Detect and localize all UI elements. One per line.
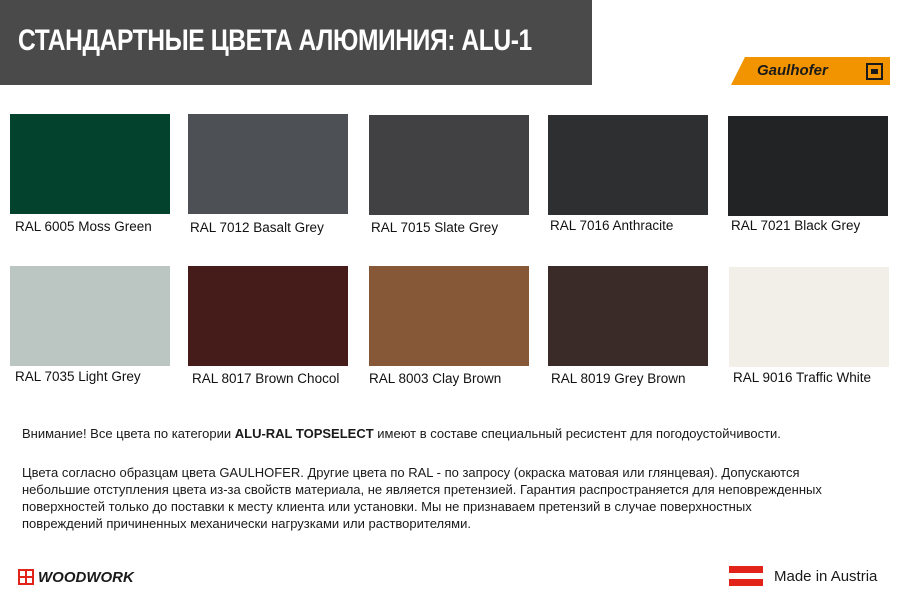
notice-text: [22, 425, 781, 442]
color-swatch-ral-7021: [728, 116, 888, 216]
brand-name: Gaulhofer: [757, 62, 828, 79]
notice-suffix: имеют в составе специальный ресистент для погодоустойчивости.: [373, 426, 781, 441]
header-banner: [0, 0, 592, 85]
disclaimer-text: [22, 464, 822, 532]
swatch-label-ral-7015: RAL 7015 Slate Grey: [371, 220, 499, 235]
made-in-label: Made in Austria: [774, 568, 878, 585]
company-name: WOODWORK: [38, 568, 134, 586]
notice-prefix: Внимание! Все цвета по категории: [22, 426, 235, 441]
color-swatch-ral-6005: [10, 114, 170, 214]
color-swatch-ral-7016: [548, 115, 708, 215]
swatch-label-ral-7021: RAL 7021 Black Grey: [731, 218, 861, 233]
swatch-label-ral-7012: RAL 7012 Basalt Grey: [190, 220, 324, 235]
swatch-label-ral-8003: RAL 8003 Clay Brown: [369, 371, 502, 386]
woodwork-logo: [18, 568, 134, 586]
color-swatch-ral-8017: [188, 266, 348, 366]
color-swatch-ral-7012: [188, 114, 348, 214]
flag-stripe: [729, 579, 763, 586]
color-swatch-ral-9016: [729, 267, 889, 367]
swatch-label-ral-9016: RAL 9016 Traffic White: [733, 370, 872, 385]
color-swatch-ral-7015: [369, 115, 529, 215]
swatch-label-ral-7035: RAL 7035 Light Grey: [15, 369, 141, 384]
notice-product-name: ALU-RAL TOPSELECT: [234, 426, 374, 441]
disclaimer-line: небольшие отступления цвета из-за свойств материала, не является претензией. Гарантия распространяется для неповрежденных: [22, 482, 822, 497]
flag-stripe: [729, 566, 763, 573]
disclaimer-line: Цвета согласно образцам цвета GAULHOFER. Другие цвета по RAL - по запросу (окраска матовая или глянцевая). Допускаются: [22, 465, 800, 480]
flag-stripe: [729, 573, 763, 580]
window-icon: [866, 63, 883, 80]
austria-flag-icon: [729, 566, 763, 586]
disclaimer-line: поверхностей только до поставки к месту клиента или установки. Мы не признаваем претензий в случае поверхностных: [22, 499, 752, 514]
disclaimer-line: повреждений причиненных механически нагрузками или растворителями.: [22, 516, 471, 531]
color-swatch-ral-7035: [10, 266, 170, 366]
window-cross-icon: [18, 569, 34, 585]
swatch-label-ral-6005: RAL 6005 Moss Green: [15, 219, 152, 234]
swatch-label-ral-7016: RAL 7016 Anthracite: [550, 218, 674, 233]
swatch-label-ral-8017: RAL 8017 Brown Chocol: [192, 371, 340, 386]
gaulhofer-logo: [731, 57, 890, 85]
color-swatch-ral-8003: [369, 266, 529, 366]
color-swatch-ral-8019: [548, 266, 708, 366]
page-title: СТАНДАРТНЫЕ ЦВЕТА АЛЮМИНИЯ: ALU-1: [18, 24, 532, 57]
swatch-label-ral-8019: RAL 8019 Grey Brown: [551, 371, 686, 386]
